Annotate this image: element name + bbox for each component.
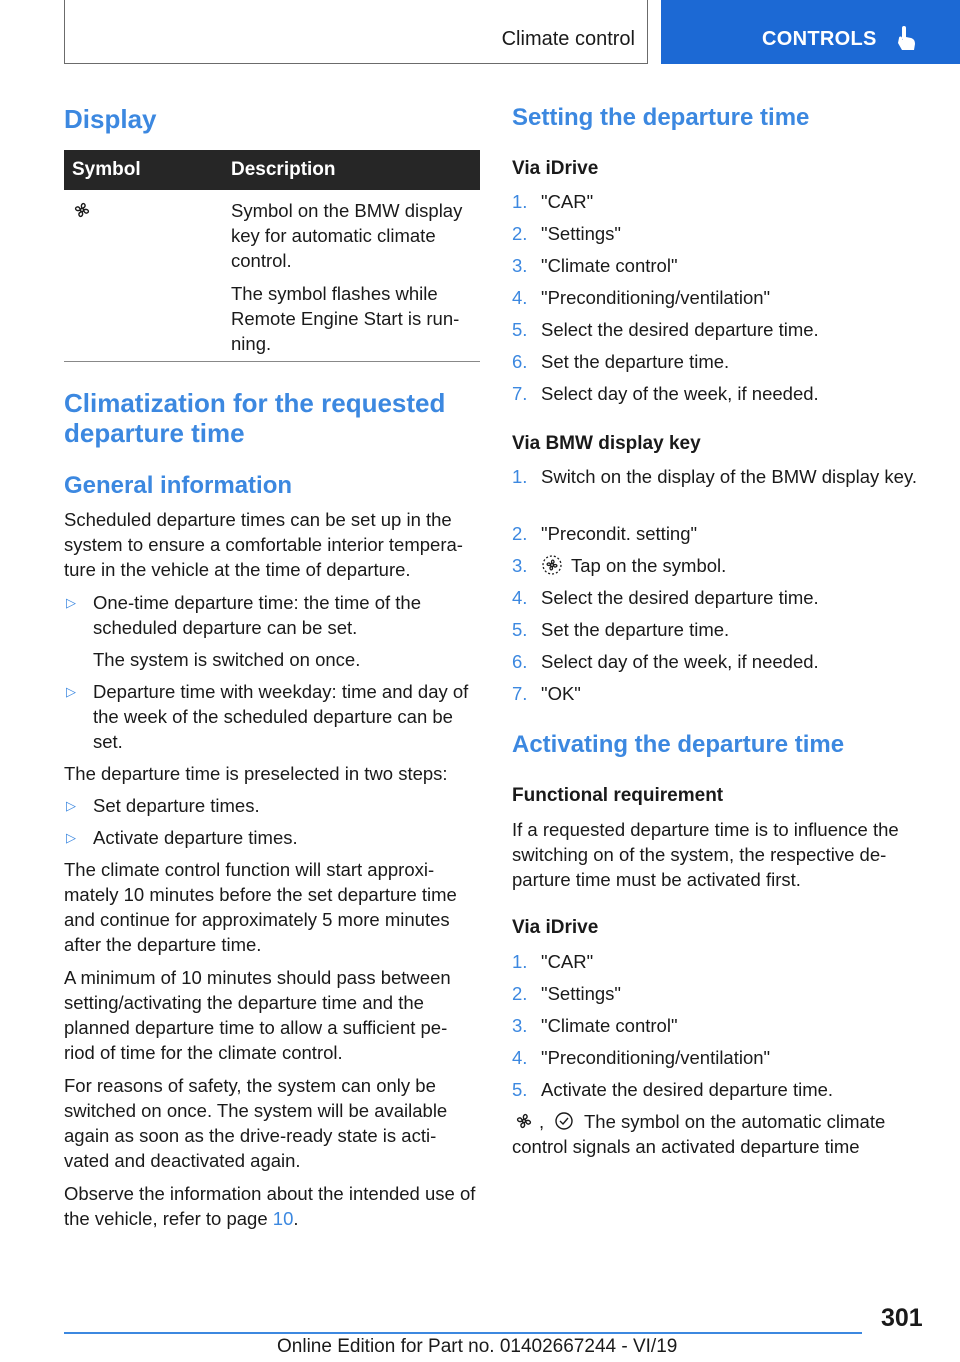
step-text: "Settings"	[541, 223, 621, 244]
fan-icon	[72, 200, 92, 225]
step-text: Set the departure time.	[541, 351, 730, 372]
step-number: 7.	[512, 683, 528, 704]
climate-start-para: The climate control function will start approxi-mately 10 minutes before the set departure time and continue for approximately 5 more minutes after the departure time.	[64, 859, 457, 955]
via-idrive-heading-2: Via iDrive	[512, 917, 599, 938]
footer-edition: Online Edition for Part no. 01402667244 - VI/19	[277, 1336, 678, 1357]
step-number: 1.	[512, 191, 528, 212]
note-text-line-2: control signals an activated departure time	[512, 1136, 860, 1157]
step-number: 5.	[512, 1079, 528, 1100]
step-number: 6.	[512, 351, 528, 372]
step-text: Activate the desired departure time.	[541, 1079, 834, 1100]
step-number: 4.	[512, 287, 528, 308]
note-comma: ,	[539, 1111, 545, 1132]
table-row-desc-2: The symbol flashes while Remote Engine Start is run-ning.	[231, 283, 460, 354]
step-text: Switch on the display of the BMW display key.	[541, 466, 917, 487]
via-idrive-heading: Via iDrive	[512, 158, 599, 179]
triangle-bullet-icon: ▷	[66, 830, 76, 845]
table-header	[64, 150, 480, 190]
step-text: Select day of the week, if needed.	[541, 383, 819, 404]
footer-rule	[64, 1332, 862, 1334]
triangle-bullet-icon: ▷	[66, 595, 76, 610]
header-section-box	[64, 0, 648, 64]
step-number: 7.	[512, 383, 528, 404]
header-chapter-tab	[661, 0, 960, 64]
fan-icon	[541, 554, 563, 582]
step-text: "CAR"	[541, 191, 594, 212]
step-number: 1.	[512, 466, 528, 487]
step-text: "Preconditioning/ventilation"	[541, 287, 771, 308]
step-number: 2.	[512, 983, 528, 1004]
setting-title: Setting the departure time	[512, 104, 810, 131]
safety-para: For reasons of safety, the system can only be switched on once. The system will be available again as soon as the drive-ready state is acti-vated and deactivated again.	[64, 1075, 448, 1171]
note-text-line-1: The symbol on the automatic climate	[584, 1111, 886, 1132]
step-text: "Precondit. setting"	[541, 523, 698, 544]
step-text: "Climate control"	[541, 1015, 678, 1036]
step-text: Set the departure time.	[541, 619, 730, 640]
climatization-title: Climatization for the requested departure time	[64, 388, 446, 448]
activating-title: Activating the departure time	[512, 731, 845, 758]
triangle-bullet-icon: ▷	[66, 798, 76, 813]
header-section-title: Climate control	[501, 28, 635, 50]
step-number: 3.	[512, 255, 528, 276]
display-title: Display	[64, 104, 157, 134]
page-ref-link[interactable]: 10	[272, 1208, 294, 1229]
fan-icon	[514, 1111, 534, 1137]
step-text: "Settings"	[541, 983, 621, 1004]
step-number: 5.	[512, 319, 528, 340]
step-text: Tap on the symbol.	[571, 555, 727, 576]
general-info-para: Scheduled departure times can be set up in the system to ensure a comfortable interior tempera-ture in the vehicle at the time of departure.	[64, 509, 463, 580]
step-text: Select the desired departure time.	[541, 587, 819, 608]
step-number: 4.	[512, 1047, 528, 1068]
table-bottom-rule	[64, 361, 480, 362]
preselect-para: The departure time is preselected in two steps:	[64, 763, 448, 784]
step-text: "Climate control"	[541, 255, 678, 276]
step-number: 4.	[512, 587, 528, 608]
step-text: "OK"	[541, 683, 581, 704]
step-number: 2.	[512, 523, 528, 544]
step-number: 5.	[512, 619, 528, 640]
via-display-key-heading: Via BMW display key	[512, 433, 701, 454]
step-number: 2.	[512, 223, 528, 244]
touch-hand-icon	[895, 24, 917, 57]
step-text: "Preconditioning/ventilation"	[541, 1047, 771, 1068]
step-text: Select the desired departure time.	[541, 319, 819, 340]
step-number: 3.	[512, 1015, 528, 1036]
triangle-bullet-icon: ▷	[66, 684, 76, 699]
minimum-time-para: A minimum of 10 minutes should pass between setting/activating the departure time and the planned departure time to allow a sufficient pe-riod of time for the climate control.	[64, 967, 451, 1063]
table-col-symbol: Symbol	[72, 159, 141, 180]
functional-requirement-para: If a requested departure time is to influence the switching on of the system, the respective de-parture time must be activated first.	[512, 819, 899, 890]
observe-para: Observe the information about the intended use of the vehicle, refer to page 10.	[64, 1183, 476, 1229]
step-text: Select day of the week, if needed.	[541, 651, 819, 672]
step-number: 1.	[512, 951, 528, 972]
functional-requirement-heading: Functional requirement	[512, 785, 724, 806]
bullet-sub-text: The system is switched on once.	[93, 649, 361, 670]
clock-icon	[554, 1111, 574, 1137]
step-number: 6.	[512, 651, 528, 672]
activated-symbol-note	[512, 1109, 918, 1159]
table-row-desc-1: Symbol on the BMW display key for automatic climate control.	[231, 200, 463, 271]
page-number: 301	[881, 1304, 923, 1332]
step-number: 3.	[512, 555, 528, 576]
step-text: "CAR"	[541, 951, 594, 972]
general-info-title: General information	[64, 472, 293, 499]
table-col-description: Description	[231, 159, 336, 180]
header-chapter-label: CONTROLS	[762, 28, 877, 50]
